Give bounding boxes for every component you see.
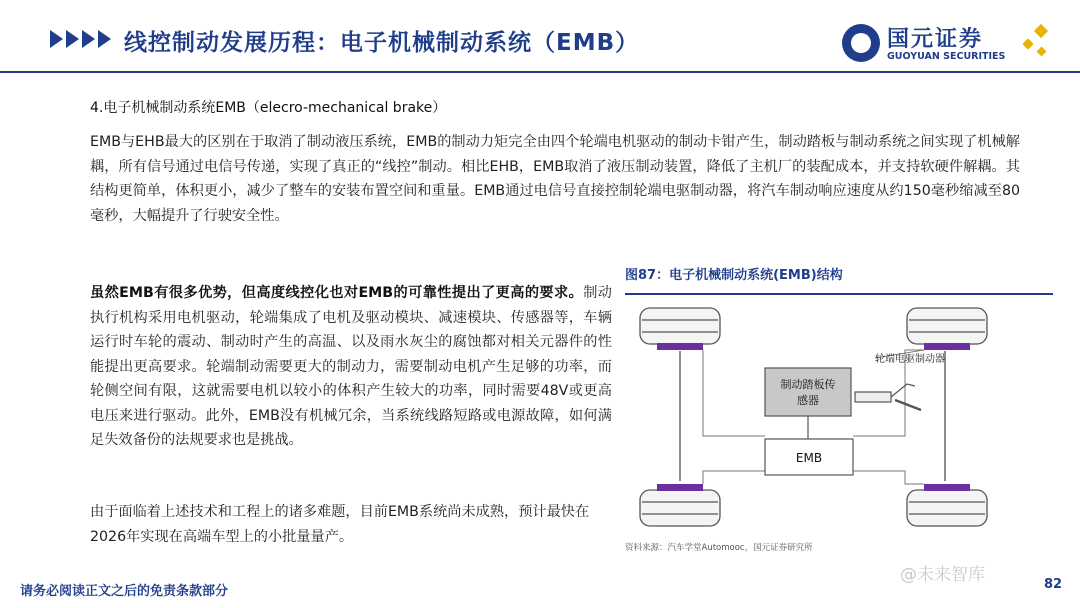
wire-rr xyxy=(853,471,924,484)
figure-title: 图87：电子机械制动系统(EMB)结构 xyxy=(625,268,843,283)
chevron-right-icon xyxy=(98,30,111,48)
figure-source: 资料来源：汽车学堂Automooc，国元证券研究所 xyxy=(625,543,813,553)
section-heading: 4.电子机械制动系统EMB（elecro-mechanical brake） xyxy=(90,100,447,116)
paragraph-lead-bold: 虽然EMB有很多优势，但高度线控化也对EMB的可靠性提出了更高的要求。 xyxy=(90,285,584,301)
wheel-front-left xyxy=(640,308,720,344)
logo-stars-icon xyxy=(1022,26,1052,66)
logo-name-en: GUOYUAN SECURITIES xyxy=(887,51,1006,62)
header-chevrons xyxy=(50,30,114,48)
emb-label: EMB xyxy=(795,451,823,465)
brake-pedal-icon xyxy=(855,384,921,410)
figure-divider xyxy=(625,293,1053,295)
wheel-rear-right xyxy=(907,490,987,526)
brake-actuator-rr xyxy=(924,484,970,491)
brake-actuator-fl xyxy=(657,343,703,350)
paragraph-emb-vs-ehb: EMB与EHB最大的区别在于取消了制动液压系统，EMB的制动力矩完全由四个轮端电机驱动的制动卡钳产生，制动踏板与制动系统之间实现了机械解耦，所有信号通过电信号传递，实现了真正的“线控”制动。相比EHB，EMB取消了液压制动装置，降低了主机厂的装配成本，并支持软硬件解耦。其结构更简单，体积更小，减少了整车的安装布置空间和重量。EMB通过电信号直接控制轮端电驱制动器，将汽车制动响应速度从约150毫秒缩减至80毫秒，大幅提升了行驶安全性。 xyxy=(90,134,1020,224)
watermark: @未来智库 xyxy=(900,565,985,585)
chevron-right-icon xyxy=(82,30,95,48)
company-logo xyxy=(842,22,1057,72)
wheel-rear-left xyxy=(640,490,720,526)
page-title: 线控制动发展历程：电子机械制动系统（EMB） xyxy=(124,30,640,56)
chevron-right-icon xyxy=(50,30,63,48)
wire-fl xyxy=(703,350,765,436)
header-divider xyxy=(0,71,1080,73)
emb-structure-diagram xyxy=(625,296,1053,536)
pedal-sensor-box xyxy=(765,368,851,416)
brake-actuator-fr xyxy=(924,343,970,350)
paragraph-body: 制动执行机构采用电机驱动，轮端集成了电机及驱动模块、减速模块、传感器等，车辆运行时车轮的震动、制动时产生的高温、以及雨水灰尘的腐蚀都对相关元器件的性能提出更高要求。轮端制动需要更大的制动力，需要制动电机产生足够的功率，而轮侧空间有限，这就需要电机以较小的体积产生较大的功率，同时需要48V或更高电压来进行驱动。此外，EMB没有机械冗余，当系统线路短路或电源故障，如何满足失效备份的法规要求也是挑战。 xyxy=(90,285,612,448)
pedal-sensor-label-line1: 制动踏板传 xyxy=(780,378,836,391)
page-number: 82 xyxy=(1044,577,1063,592)
chevron-right-icon xyxy=(66,30,79,48)
paragraph-outlook: 由于面临着上述技术和工程上的诸多难题，目前EMB系统尚未成熟，预计最快在2026年实现在高端车型上的小批量量产。 xyxy=(90,504,590,545)
wheel-front-right xyxy=(907,308,987,344)
logo-mark-icon xyxy=(842,24,880,62)
wire-rl xyxy=(703,471,765,484)
logo-name-cn: 国元证券 xyxy=(887,27,984,52)
label-wheel-brake: 轮端电驱制动器 xyxy=(875,354,945,365)
paragraph-emb-challenges xyxy=(90,281,612,453)
footer-disclaimer: 请务必阅读正文之后的免责条款部分 xyxy=(20,584,229,599)
pedal-sensor-label-line2: 感器 xyxy=(797,394,819,407)
brake-actuator-rl xyxy=(657,484,703,491)
